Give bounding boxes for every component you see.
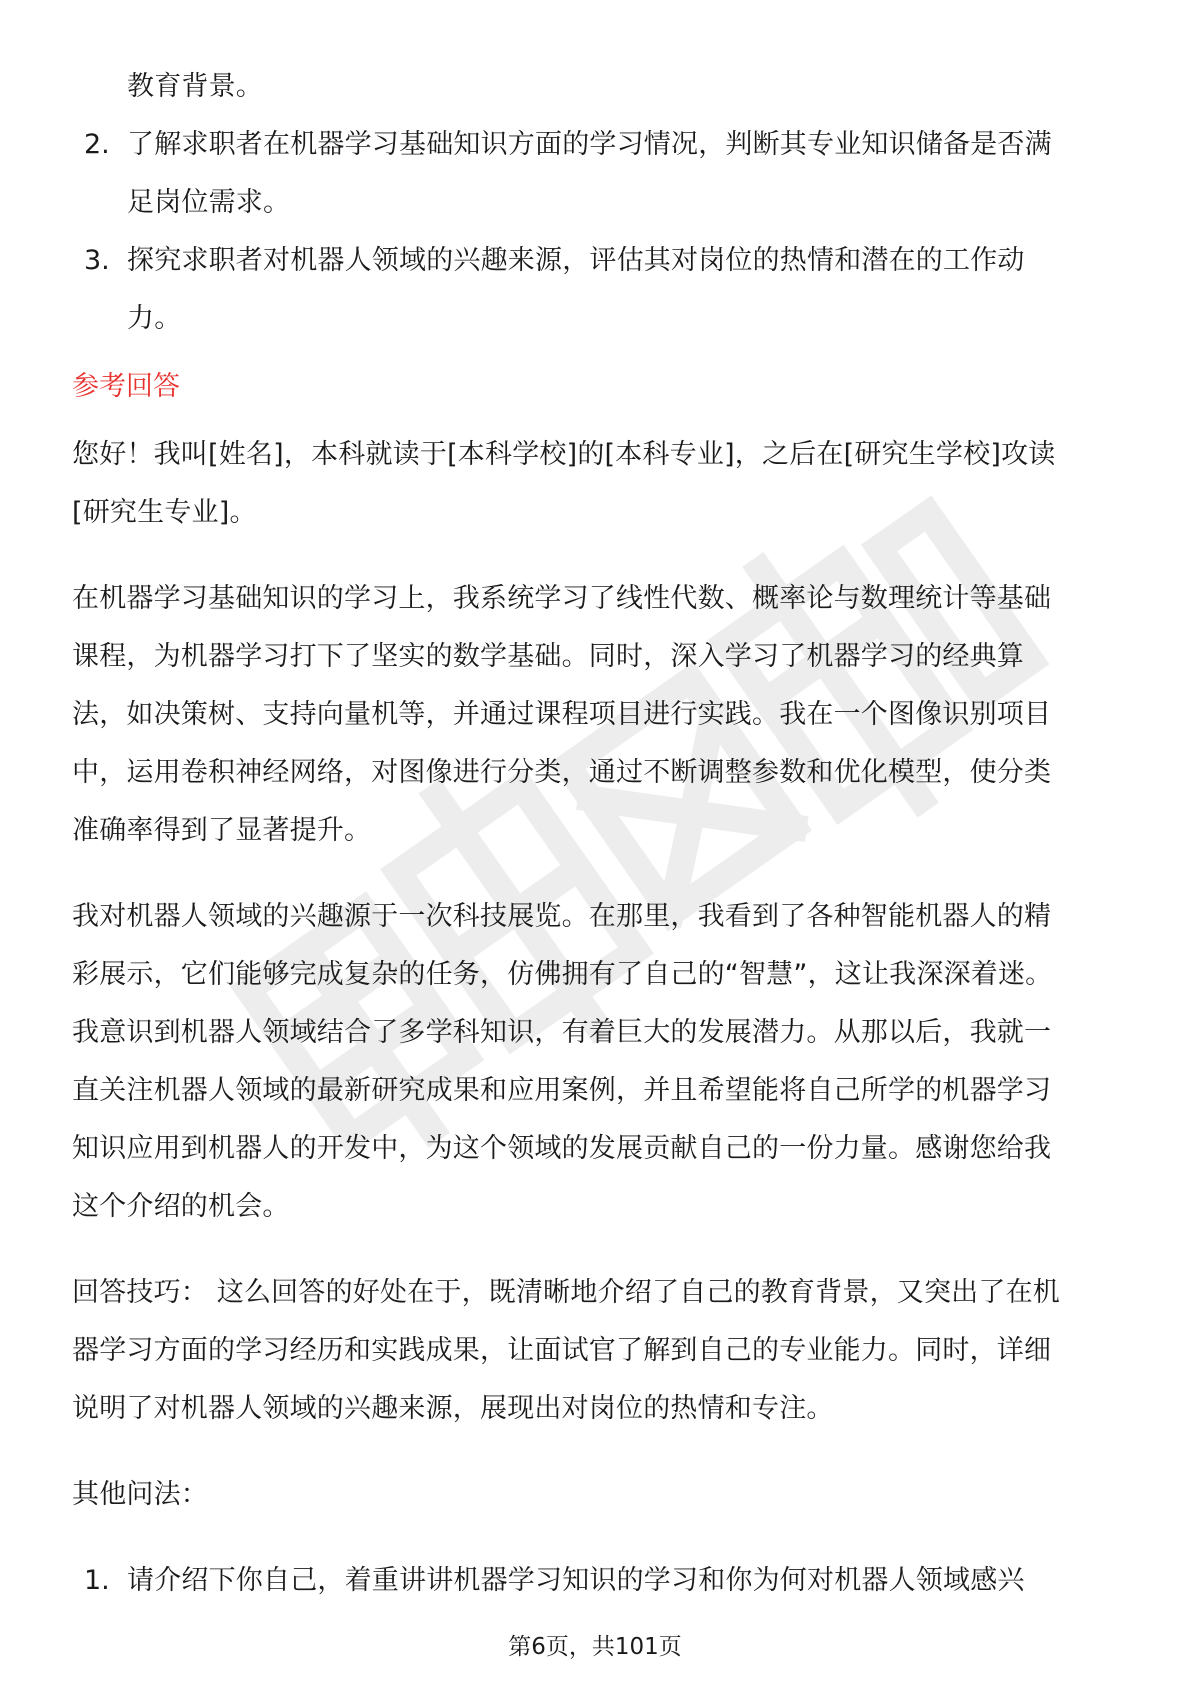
paragraph-line: 中，运用卷积神经网络，对图像进行分类，通过不断调整参数和优化模型，使分类 bbox=[72, 757, 1052, 788]
list-item-1-continuation bbox=[72, 58, 1122, 116]
answer-paragraph-1 bbox=[72, 426, 1122, 542]
other-questions-label bbox=[72, 1466, 1122, 1524]
paragraph-line: 回答技巧： 这么回答的好处在于，既清晰地介绍了自己的教育背景，又突出了在机 bbox=[72, 1277, 1060, 1308]
paragraph-line: 说明了对机器人领域的兴趣来源，展现出对岗位的热情和专注。 bbox=[72, 1393, 834, 1424]
paragraph-line: 课程，为机器学习打下了坚实的数学基础。同时，深入学习了机器学习的经典算 bbox=[72, 641, 1024, 672]
paragraph-line: [研究生专业]。 bbox=[72, 497, 257, 528]
section-title-reference-answer: 参考回答 bbox=[72, 371, 180, 402]
paragraph-line: 彩展示，它们能够完成复杂的任务，仿佛拥有了自己的“智慧”，这让我深深着迷。 bbox=[72, 959, 1053, 990]
page-footer: 第6页，共101页 bbox=[508, 1634, 682, 1660]
list-item-2 bbox=[72, 116, 1122, 232]
list-item-3 bbox=[72, 232, 1122, 348]
answer-paragraph-3 bbox=[72, 888, 1122, 1236]
paragraph-line: 直关注机器人领域的最新研究成果和应用案例，并且希望能将自己所学的机器学习 bbox=[72, 1075, 1052, 1106]
list-item-2-line-1: 了解求职者在机器学习基础知识方面的学习情况，判断其专业知识储备是否满 bbox=[127, 129, 1052, 160]
list-item-2-line-2: 足岗位需求。 bbox=[127, 187, 291, 218]
document-body bbox=[72, 58, 1122, 1610]
paragraph-line: 我意识到机器人领域结合了多学科知识，有着巨大的发展潜力。从那以后，我就一 bbox=[72, 1017, 1052, 1048]
list-number: 1. bbox=[84, 1565, 110, 1596]
paragraph-line: 法，如决策树、支持向量机等，并通过课程项目进行实践。我在一个图像识别项目 bbox=[72, 699, 1052, 730]
paragraph-line: 准确率得到了显著提升。 bbox=[72, 815, 372, 846]
paragraph-line: 器学习方面的学习经历和实践成果，让面试官了解到自己的专业能力。同时，详细 bbox=[72, 1335, 1052, 1366]
list-number: 2. bbox=[84, 129, 110, 160]
answer-paragraph-2 bbox=[72, 570, 1122, 860]
list-item-1-tail: 教育背景。 bbox=[127, 71, 263, 102]
paragraph-line: 这个介绍的机会。 bbox=[72, 1191, 290, 1222]
other-question-item-1 bbox=[72, 1552, 1122, 1610]
list-item-3-line-2: 力。 bbox=[127, 303, 182, 334]
paragraph-line: 我对机器人领域的兴趣源于一次科技展览。在那里，我看到了各种智能机器人的精 bbox=[72, 901, 1052, 932]
list-item-3-line-1: 探究求职者对机器人领域的兴趣来源，评估其对岗位的热情和潜在的工作动 bbox=[127, 245, 1025, 276]
other-questions-heading: 其他问法： bbox=[72, 1479, 208, 1510]
other-question-line: 请介绍下你自己，着重讲讲机器学习知识的学习和你为何对机器人领域感兴 bbox=[127, 1565, 1025, 1596]
answer-tips-paragraph bbox=[72, 1264, 1122, 1438]
list-number: 3. bbox=[84, 245, 110, 276]
paragraph-line: 在机器学习基础知识的学习上，我系统学习了线性代数、概率论与数理统计等基础 bbox=[72, 583, 1052, 614]
paragraph-line: 您好！我叫[姓名]，本科就读于[本科学校]的[本科专业]，之后在[研究生学校]攻读 bbox=[72, 439, 1056, 470]
paragraph-line: 知识应用到机器人的开发中，为这个领域的发展贡献自己的一份力量。感谢您给我 bbox=[72, 1133, 1052, 1164]
